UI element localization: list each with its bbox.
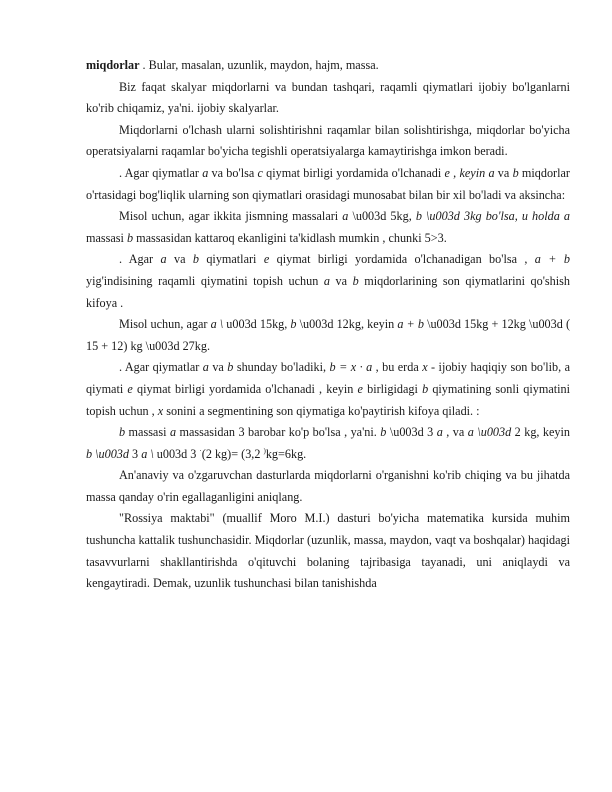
text-run: "Rossiya maktabi" (muallif Moro M.I.) dasturi bo'yicha matematika kursida muhim tushuncha kattalik tushunchasidir. Miqdorlar (uzunlik, massa, maydon, vaqt va boshqalar) haqidagi tasavvurlarni shakllantirishda o'qituvchi bolaning tajribasiga tayanadi, uni aniqlaydi va kengaytiradi. Demak, uzunlik tushunchasi bilan tanishishda: [86, 511, 571, 591]
text-run: . Agar qiymatlar: [119, 360, 203, 375]
text-run: miqdorlarining son qiymatlarini qo'shish kifoya .: [86, 273, 570, 310]
italic-variable: a \: [141, 446, 154, 461]
text-run: massasi: [86, 230, 127, 245]
text-run: . Agar qiymatlar: [119, 165, 203, 180]
paragraph: [86, 206, 570, 249]
text-run: va bo'lsa: [208, 165, 258, 180]
italic-variable: a: [202, 165, 209, 180]
paragraph: [86, 163, 570, 206]
italic-variable: a + b: [397, 317, 424, 332]
paragraph: [86, 314, 570, 357]
text-run: \u003d 5kg,: [348, 209, 416, 224]
italic-variable: a + b: [534, 252, 570, 267]
text-run: massasi: [125, 425, 170, 440]
italic-variable: a: [342, 209, 349, 224]
italic-variable: b: [422, 381, 429, 396]
italic-variable: a \u003d: [467, 425, 512, 440]
italic-variable: b: [290, 317, 297, 332]
paragraph: [86, 357, 570, 422]
text-run: \u003d 15kg + 12kg \u003d ( 15 + 12) kg \u003d 27kg.: [86, 317, 571, 353]
italic-variable: e , keyin a: [444, 165, 495, 180]
text-run: Misol uchun, agar ikkita jismning massalari: [119, 209, 343, 224]
text-run: Miqdorlarni o'lchash ularni solishtirishni raqamlar bilan solishtirishga, miqdorlar bo'yicha operatsiyalarni raqamlar bo'yicha tegishli operatsiyalarga kamaytirishga imkon beradi.: [86, 122, 570, 159]
italic-variable: b = x · a: [329, 360, 373, 375]
document-page: [86, 55, 570, 595]
italic-variable: a \: [210, 317, 224, 332]
italic-variable: e: [263, 252, 270, 267]
text-run: birligidagi: [362, 381, 423, 396]
italic-variable: b: [512, 165, 519, 180]
italic-variable: e: [127, 381, 133, 396]
text-run: Misol uchun, agar: [119, 317, 211, 332]
text-run: ·: [199, 446, 202, 455]
paragraph: [86, 120, 570, 163]
text-run: , bu erda: [372, 360, 423, 375]
text-run: . Agar: [119, 252, 161, 267]
paragraph: [86, 422, 570, 465]
text-run: \u003d 12kg, keyin: [296, 317, 398, 332]
text-run: va: [329, 273, 353, 288]
text-run: qiymatining sonli qiymatini topish uchun ,: [86, 381, 570, 418]
italic-variable: b: [192, 252, 199, 267]
text-run: va: [166, 252, 193, 267]
text-run: yig'indisining raqamli qiymatini topish uchun: [86, 273, 324, 288]
paragraph: [86, 465, 570, 508]
italic-variable: x: [157, 403, 164, 418]
paragraph: [86, 55, 570, 77]
italic-variable: b \u003d: [86, 446, 129, 461]
italic-variable: b: [227, 360, 234, 375]
italic-variable: a: [436, 425, 443, 440]
italic-variable: b \u003d 3kg bo'lsa, u holda a: [415, 209, 570, 224]
text-run: (2 kg)= (3,2: [201, 446, 264, 461]
paragraph: [86, 77, 570, 120]
italic-variable: c: [257, 165, 263, 180]
text-run: qiymat birligi yordamida o'lchanadi , keyin: [132, 381, 358, 396]
italic-variable: a: [323, 273, 330, 288]
text-run: Biz faqat skalyar miqdorlarni va bundan tashqari, raqamli qiymatlari ijobiy bo'lganlarni ko'rib chiqamiz, ya'ni. ijobiy skalyarlar.: [86, 79, 570, 116]
text-run: massasidan kattaroq ekanligini ta'kidlash mumkin , chunki 5>3.: [133, 230, 447, 245]
text-run: va: [208, 360, 228, 375]
italic-variable: b: [380, 425, 387, 440]
text-run: An'anaviy va o'zgaruvchan dasturlarda miqdorlarni o'rganishni ko'rib chiqing va bu jihatda massa qanday o'rin egallaganligini aniqlang.: [86, 468, 570, 504]
text-run: qiymatlari: [198, 252, 264, 267]
italic-variable: b: [352, 273, 359, 288]
text-run: kg=6kg.: [265, 446, 307, 461]
text-run: 3: [129, 446, 142, 461]
text-run: sonini a segmentining son qiymatiga ko'paytirish kifoya qiladi. :: [163, 403, 480, 418]
text-run: u003d 15kg,: [223, 317, 291, 332]
text-run: miqdorlar o'rtasidagi bog'liqlik ularning son qiymatlari orasidagi munosabat bilan bir xil bo'ladi va aksincha:: [86, 165, 570, 202]
bold-term: miqdorlar: [86, 58, 140, 72]
text-run: u003d 3: [153, 446, 200, 461]
italic-variable: x: [422, 360, 428, 375]
text-run: , va: [442, 425, 468, 440]
italic-variable: b: [119, 425, 126, 440]
italic-variable: b: [126, 230, 134, 245]
text-run: ): [263, 446, 266, 455]
text-run: va: [494, 165, 513, 180]
italic-variable: e: [357, 381, 363, 396]
text-run: . Bular, masalan, uzunlik, maydon, hajm, massa.: [139, 58, 379, 72]
italic-variable: a: [169, 425, 177, 440]
text-run: \u003d 3: [386, 425, 437, 440]
paragraph: [86, 508, 570, 594]
italic-variable: a: [202, 360, 209, 375]
text-run: 2 kg, keyin: [511, 425, 571, 440]
italic-variable: a: [160, 252, 167, 267]
text-run: - ijobiy haqiqiy son bo'lib, a qiymati: [86, 360, 570, 396]
text-run: massasidan 3 barobar ko'p bo'lsa , ya'ni.: [176, 425, 381, 440]
text-run: qiymat birligi yordamida o'lchanadigan bo'lsa ,: [269, 252, 535, 267]
text-run: qiymat birligi yordamida o'lchanadi: [262, 165, 445, 180]
paragraph: [86, 249, 570, 314]
text-run: shunday bo'ladiki,: [233, 360, 330, 375]
